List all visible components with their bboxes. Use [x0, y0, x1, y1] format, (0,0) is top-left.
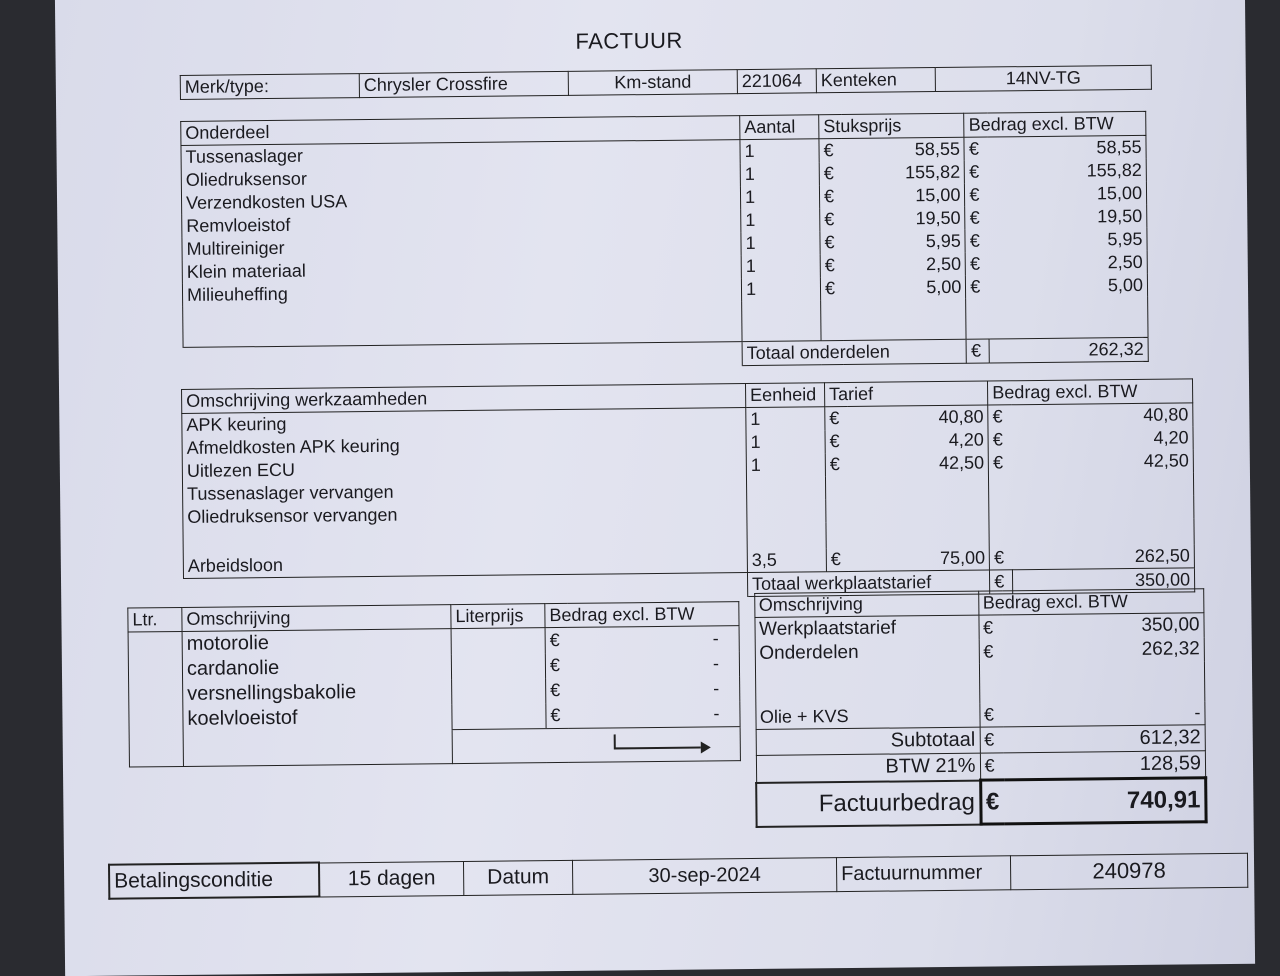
parts-header-aantal: Aantal: [740, 115, 819, 140]
labor-unit: 1: [746, 453, 825, 477]
datum-value: 30-sep-2024: [572, 857, 836, 894]
labor-header-bedrag: Bedrag excl. BTW: [988, 379, 1193, 405]
labor-unit: [747, 499, 826, 523]
labor-rate-euro: €: [825, 406, 848, 430]
part-amount-euro: €: [965, 183, 988, 206]
oil-euro: €: [546, 703, 569, 728]
labor-amount: 40,80: [1011, 403, 1193, 428]
btw-value: 128,59: [1003, 751, 1205, 780]
labor-total-euro: €: [990, 570, 1013, 594]
summary-name: Werkplaatstarief: [754, 615, 978, 642]
oil-literprijs: [452, 678, 546, 704]
invoice-title: FACTUUR: [575, 27, 683, 54]
labor-rate-euro: [826, 499, 849, 522]
summary-amount: 262,32: [1002, 637, 1204, 663]
labor-amount-euro: €: [988, 405, 1011, 429]
part-qty: 1: [741, 208, 820, 232]
subtotaal-euro: €: [980, 727, 1004, 753]
labor-header-omschrijving: Omschrijving werkzaamheden: [182, 384, 746, 414]
olie-label: Olie + KVS: [755, 704, 979, 730]
subtotaal-value: 612,32: [1003, 725, 1205, 753]
part-name: Oliedruksensor: [181, 163, 740, 192]
part-price: 2,50: [843, 253, 966, 277]
part-price-euro: €: [820, 208, 843, 231]
part-amount: 5,00: [989, 274, 1148, 299]
subtotaal-label: Subtotaal: [756, 727, 980, 755]
part-qty: 1: [740, 139, 819, 163]
part-amount: 2,50: [988, 251, 1147, 276]
part-price: 5,95: [842, 230, 965, 254]
arbeid-rate: 75,00: [849, 547, 990, 572]
labor-header-eenheid: Eenheid: [745, 383, 824, 408]
labor-rate-euro: €: [825, 430, 848, 453]
part-price-euro: €: [819, 139, 842, 163]
labor-rate: [848, 475, 989, 499]
labor-name: Oliedruksensor vervangen: [183, 500, 747, 529]
oil-ltr: [128, 631, 182, 657]
labor-rate: 40,80: [847, 405, 988, 430]
oil-ltr: [129, 682, 183, 708]
part-qty: 1: [741, 231, 820, 255]
part-qty: 1: [740, 185, 819, 209]
labor-rate: [848, 498, 989, 522]
parts-header-bedrag: Bedrag excl. BTW: [964, 111, 1146, 137]
oil-euro: €: [545, 627, 568, 653]
part-name: Tussenaslager: [181, 140, 740, 169]
factuur-euro: €: [980, 780, 1004, 824]
oil-literprijs: [451, 653, 545, 679]
oils-header-bedrag: Bedrag excl. BTW: [545, 602, 739, 628]
part-amount-euro: €: [965, 252, 988, 275]
labor-rate-euro: [825, 476, 848, 499]
labor-name: Uitlezen ECU: [182, 454, 746, 483]
part-amount: 19,50: [988, 205, 1147, 230]
summary-header-bedrag: Bedrag excl. BTW: [978, 589, 1204, 615]
oils-header-omschrijving: Omschrijving: [182, 605, 451, 632]
part-qty: 1: [740, 162, 819, 186]
part-price: 15,00: [842, 184, 965, 208]
parts-total-label: Totaal onderdelen: [742, 339, 967, 365]
part-price-euro: €: [820, 277, 843, 300]
kenteken-label: Kenteken: [816, 68, 935, 93]
part-qty: 1: [741, 277, 820, 301]
oil-literprijs: [451, 628, 545, 654]
merk-value: Chrysler Crossfire: [359, 71, 568, 97]
part-amount-euro: €: [965, 206, 988, 229]
oil-amount: -: [568, 676, 740, 703]
part-amount-euro: €: [965, 229, 988, 252]
summary-amount: 350,00: [1002, 613, 1204, 640]
part-price: 19,50: [842, 207, 965, 231]
parts-header-onderdeel: Onderdeel: [181, 116, 740, 146]
parts-total-value: 262,32: [989, 337, 1148, 363]
labor-unit: 1: [746, 407, 825, 431]
part-price: 5,00: [843, 276, 966, 300]
part-price-euro: €: [820, 231, 843, 254]
summary-euro: €: [979, 639, 1003, 663]
labor-amount: [1012, 472, 1194, 497]
parts-header-stuksprijs: Stuksprijs: [819, 113, 965, 139]
labor-name: Afmeldkosten APK keuring: [182, 431, 746, 460]
labor-amount-euro: €: [988, 428, 1011, 451]
summary-name: Onderdelen: [755, 640, 979, 666]
labor-amount: [1012, 495, 1194, 520]
oil-amount: -: [568, 701, 740, 728]
summary-table: [753, 588, 1207, 828]
oils-table: [127, 601, 741, 767]
factuurnummer-value: 240978: [1010, 853, 1247, 889]
part-amount-euro: €: [966, 275, 989, 298]
labor-rate: 4,20: [847, 429, 988, 453]
kenteken-value: 14NV-TG: [935, 65, 1151, 91]
factuur-label: Factuurbedrag: [756, 780, 980, 826]
km-label: Km-stand: [568, 70, 737, 96]
arbeid-unit: 3,5: [747, 548, 826, 572]
arbeid-amount: 262,50: [1012, 544, 1194, 569]
labor-table: [181, 378, 1195, 603]
oil-literprijs: [452, 703, 546, 729]
footer-table: [108, 852, 1248, 900]
part-name: Klein materiaal: [182, 255, 741, 284]
btw-label: BTW 21%: [756, 753, 980, 782]
parts-table: [180, 111, 1149, 372]
olie-euro: €: [979, 703, 1003, 727]
part-amount-euro: €: [964, 137, 987, 161]
labor-rate: 42,50: [848, 452, 989, 476]
parts-total-euro: €: [966, 338, 989, 362]
part-price: 58,55: [841, 137, 964, 162]
betaling-value: 15 dagen: [319, 861, 464, 897]
oil-ltr: [128, 657, 182, 683]
oil-name: motorolie: [182, 629, 451, 657]
oil-euro: €: [546, 678, 569, 703]
part-price-euro: €: [819, 162, 842, 185]
oil-euro: €: [545, 653, 568, 678]
labor-name: Tussenaslager vervangen: [183, 477, 747, 506]
betaling-label: Betalingsconditie: [109, 863, 319, 899]
labor-amount: 4,20: [1011, 426, 1193, 451]
factuurnummer-label: Factuurnummer: [836, 855, 1010, 891]
arbeid-name: Arbeidsloon: [183, 549, 747, 578]
labor-amount-euro: €: [988, 451, 1011, 474]
labor-unit: 1: [746, 430, 825, 454]
factuur-value: 740,91: [1004, 778, 1206, 824]
part-amount: 15,00: [988, 182, 1147, 207]
oil-name: koelvloeistof: [183, 704, 452, 732]
oil-amount: -: [568, 651, 740, 678]
part-amount: 5,95: [988, 228, 1147, 253]
vehicle-table: [180, 65, 1152, 100]
oil-ltr: [129, 707, 183, 733]
labor-amount-euro: [989, 497, 1012, 520]
part-name: Milieuheffing: [182, 278, 741, 307]
part-price: 155,82: [842, 161, 965, 185]
labor-unit: [746, 476, 825, 500]
labor-total-label: Totaal werkplaatstarief: [747, 570, 989, 597]
datum-label: Datum: [463, 860, 572, 895]
oil-name: versnellingsbakolie: [183, 679, 452, 707]
merk-label: Merk/type:: [180, 74, 359, 100]
labor-total-value: 350,00: [1013, 568, 1195, 594]
labor-amount-euro: [989, 474, 1012, 497]
km-value: 221064: [737, 69, 816, 94]
part-name: Multireiniger: [182, 232, 741, 261]
olie-value: -: [1003, 701, 1205, 727]
oils-header-literprijs: Literprijs: [451, 604, 545, 629]
part-amount-euro: €: [965, 161, 988, 184]
invoice-paper: [55, 0, 1255, 976]
part-amount: 58,55: [987, 135, 1146, 160]
part-name: Remvloeistof: [182, 209, 741, 238]
arrow-right-icon: [613, 731, 713, 756]
labor-header-tarief: Tarief: [824, 381, 987, 407]
part-amount: 155,82: [988, 159, 1147, 184]
labor-rate-euro: €: [825, 453, 848, 476]
summary-euro: €: [978, 615, 1002, 640]
part-price-euro: €: [819, 185, 842, 208]
oil-amount: -: [568, 626, 740, 653]
arbeid-rate-euro: €: [826, 548, 849, 572]
oil-name: cardanolie: [182, 654, 451, 682]
btw-euro: €: [980, 753, 1004, 780]
labor-name: APK keuring: [182, 408, 746, 437]
part-price-euro: €: [820, 254, 843, 277]
summary-header-omschrijving: Omschrijving: [754, 591, 978, 617]
arbeid-amount-euro: €: [989, 546, 1012, 570]
labor-amount: 42,50: [1011, 449, 1193, 474]
oils-header-ltr: Ltr.: [128, 607, 182, 632]
part-name: Verzendkosten USA: [181, 186, 740, 215]
part-qty: 1: [741, 254, 820, 278]
